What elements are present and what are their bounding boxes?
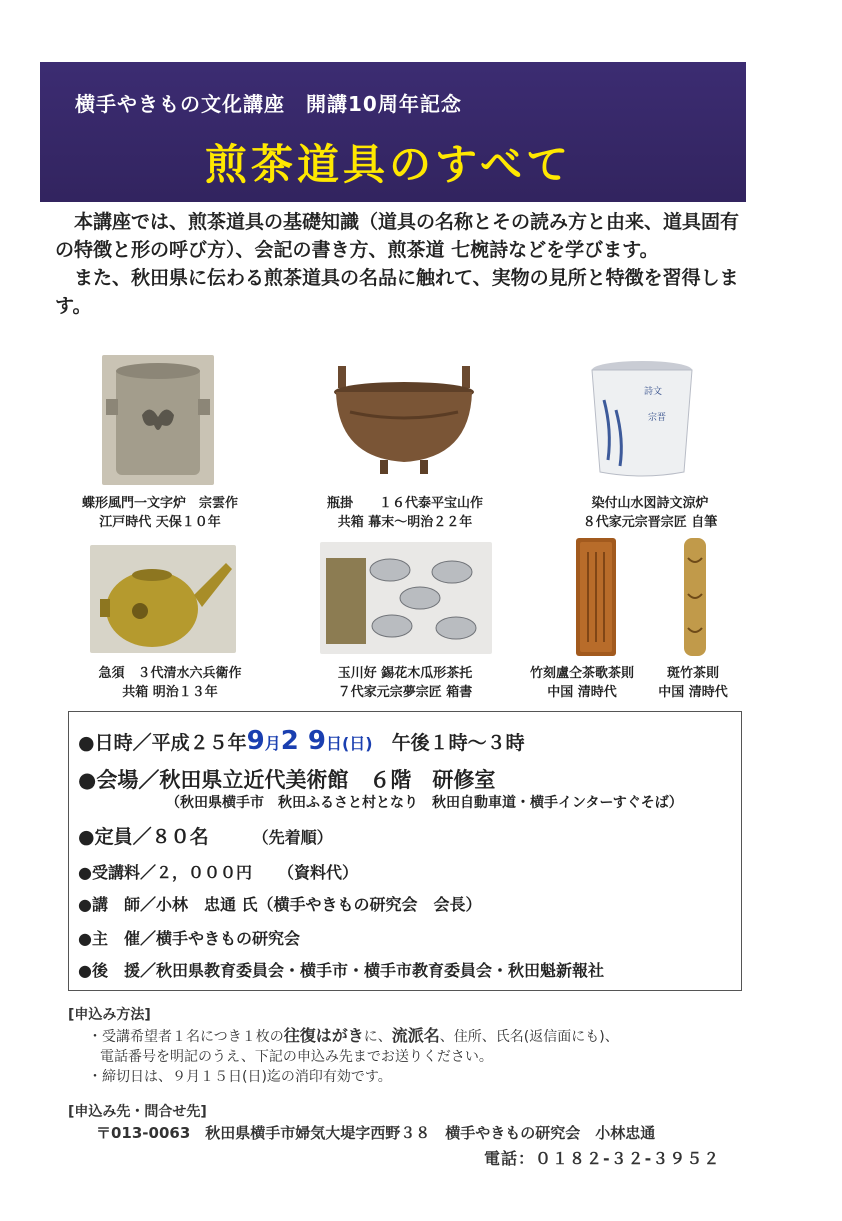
- tea-scoop-bamboo-photo: [684, 538, 706, 656]
- fee-value: ●受講料／２，０００円: [78, 863, 252, 882]
- contact-heading: [申込み先・問合せ先]: [68, 1104, 207, 1120]
- caption-line: 中国 清時代: [658, 685, 728, 700]
- date-weekday: (日): [341, 734, 373, 753]
- capacity-value: ●定員／８０名: [78, 826, 209, 848]
- caption-item-7: [648, 664, 738, 702]
- caption-item-1: [60, 494, 260, 532]
- fee-note: （資料代）: [277, 863, 358, 882]
- organizer-line: ●主 催／横手やきもの研究会: [78, 929, 300, 948]
- intro-paragraph-2: また、秋田県に伝わる煎茶道具の名品に触れて、実物の見所と特徴を習得します。: [55, 267, 739, 317]
- contact-phone: 電話：０１８２-３２-３９５２: [484, 1149, 721, 1168]
- caption-line: 染付山水図詩文涼炉: [591, 496, 709, 511]
- caption-line: 斑竹茶則: [666, 666, 719, 681]
- caption-item-5: [315, 664, 495, 702]
- caption-line: 玉川好 錫花木瓜形茶托: [337, 666, 473, 681]
- caption-item-3: [560, 494, 740, 532]
- caption-item-2: [310, 494, 500, 532]
- date-month: 9: [246, 726, 265, 756]
- saucer-set-photo: [320, 542, 492, 654]
- date-day-unit: 日: [325, 734, 342, 753]
- date-month-unit: 月: [264, 734, 281, 753]
- support-line: ●後 援／秋田県教育委員会・横手市・横手市教育委員会・秋田魁新報社: [78, 961, 604, 980]
- date-prefix: ●日時／平成２５年: [78, 732, 247, 754]
- capacity-line: [78, 822, 333, 849]
- teapot-photo: [90, 545, 236, 653]
- fee-line: [78, 860, 358, 883]
- date-time: 午後１時～３時: [372, 732, 525, 754]
- intro-paragraph-1: 本講座では、煎茶道具の基礎知識（道具の名称とその読み方と由来、道具固有の特徴と形の呼び方）、会記の書き方、煎茶道 七椀詩などを学びます。: [55, 211, 740, 261]
- brazier-photo: [102, 355, 214, 485]
- caption-item-4: [70, 664, 270, 702]
- apply-emphasis: 流派名: [391, 1026, 440, 1045]
- caption-line: 共箱 幕末～明治２２年: [337, 515, 473, 530]
- caption-line: 蝶形風門一文字炉 宗雲作: [81, 496, 238, 511]
- date-line: [78, 726, 525, 756]
- apply-instructions: [88, 1026, 728, 1087]
- apply-emphasis: 往復はがき: [283, 1026, 364, 1045]
- venue-line: ●会場／秋田県立近代美術館 ６階 研修室: [78, 768, 496, 792]
- caption-line: 江戸時代 天保１０年: [99, 515, 221, 530]
- caption-line: 共箱 明治１３年: [122, 685, 218, 700]
- caption-line: 急須 ３代清水六兵衛作: [98, 666, 242, 681]
- kettle-stand-photo: [330, 362, 478, 482]
- tea-scoop-carved-photo: [576, 538, 616, 656]
- svg-text:詩文: 詩文: [644, 387, 663, 397]
- apply-line-2: 電話番号を明記のうえ、下記の申込み先までお送りください。: [100, 1049, 493, 1065]
- lecturer-line: ●講 師／小林 忠通 氏（横手やきもの研究会 会長）: [78, 895, 482, 914]
- caption-line: ７代家元宗夢宗匠 箱書: [337, 685, 473, 700]
- blue-white-brazier-photo: [590, 360, 694, 480]
- apply-text: ・受講希望者１名につき１枚の: [88, 1029, 284, 1045]
- caption-line: 瓶掛 １６代泰平宝山作: [326, 496, 483, 511]
- caption-line: 竹刻盧仝茶歌茶則: [529, 666, 634, 681]
- apply-line-3: ・締切日は、９月１５日(日)迄の消印有効です。: [88, 1069, 392, 1085]
- apply-line-1: [88, 1026, 728, 1047]
- date-day: 2 9: [280, 726, 326, 756]
- caption-item-6: [522, 664, 642, 702]
- intro-text: [55, 208, 745, 320]
- svg-text:宗晋: 宗晋: [648, 413, 667, 423]
- apply-text: に、: [363, 1029, 392, 1045]
- banner-title: 煎茶道具のすべて: [205, 140, 573, 189]
- caption-line: 中国 清時代: [547, 685, 617, 700]
- capacity-note: （先着順）: [252, 828, 333, 847]
- contact-address: 〒013-0063 秋田県横手市婦気大堤字西野３８ 横手やきもの研究会 小林忠通: [96, 1124, 656, 1142]
- apply-text: 、住所、氏名(返信面にも)、: [439, 1029, 619, 1045]
- venue-note: （秋田県横手市 秋田ふるさと村となり 秋田自動車道・横手インターすぐそば）: [166, 795, 683, 811]
- apply-heading: [申込み方法]: [68, 1007, 151, 1023]
- banner-subtitle: 横手やきもの文化講座 開講10周年記念: [75, 92, 462, 116]
- caption-line: ８代家元宗晋宗匠 自筆: [582, 515, 718, 530]
